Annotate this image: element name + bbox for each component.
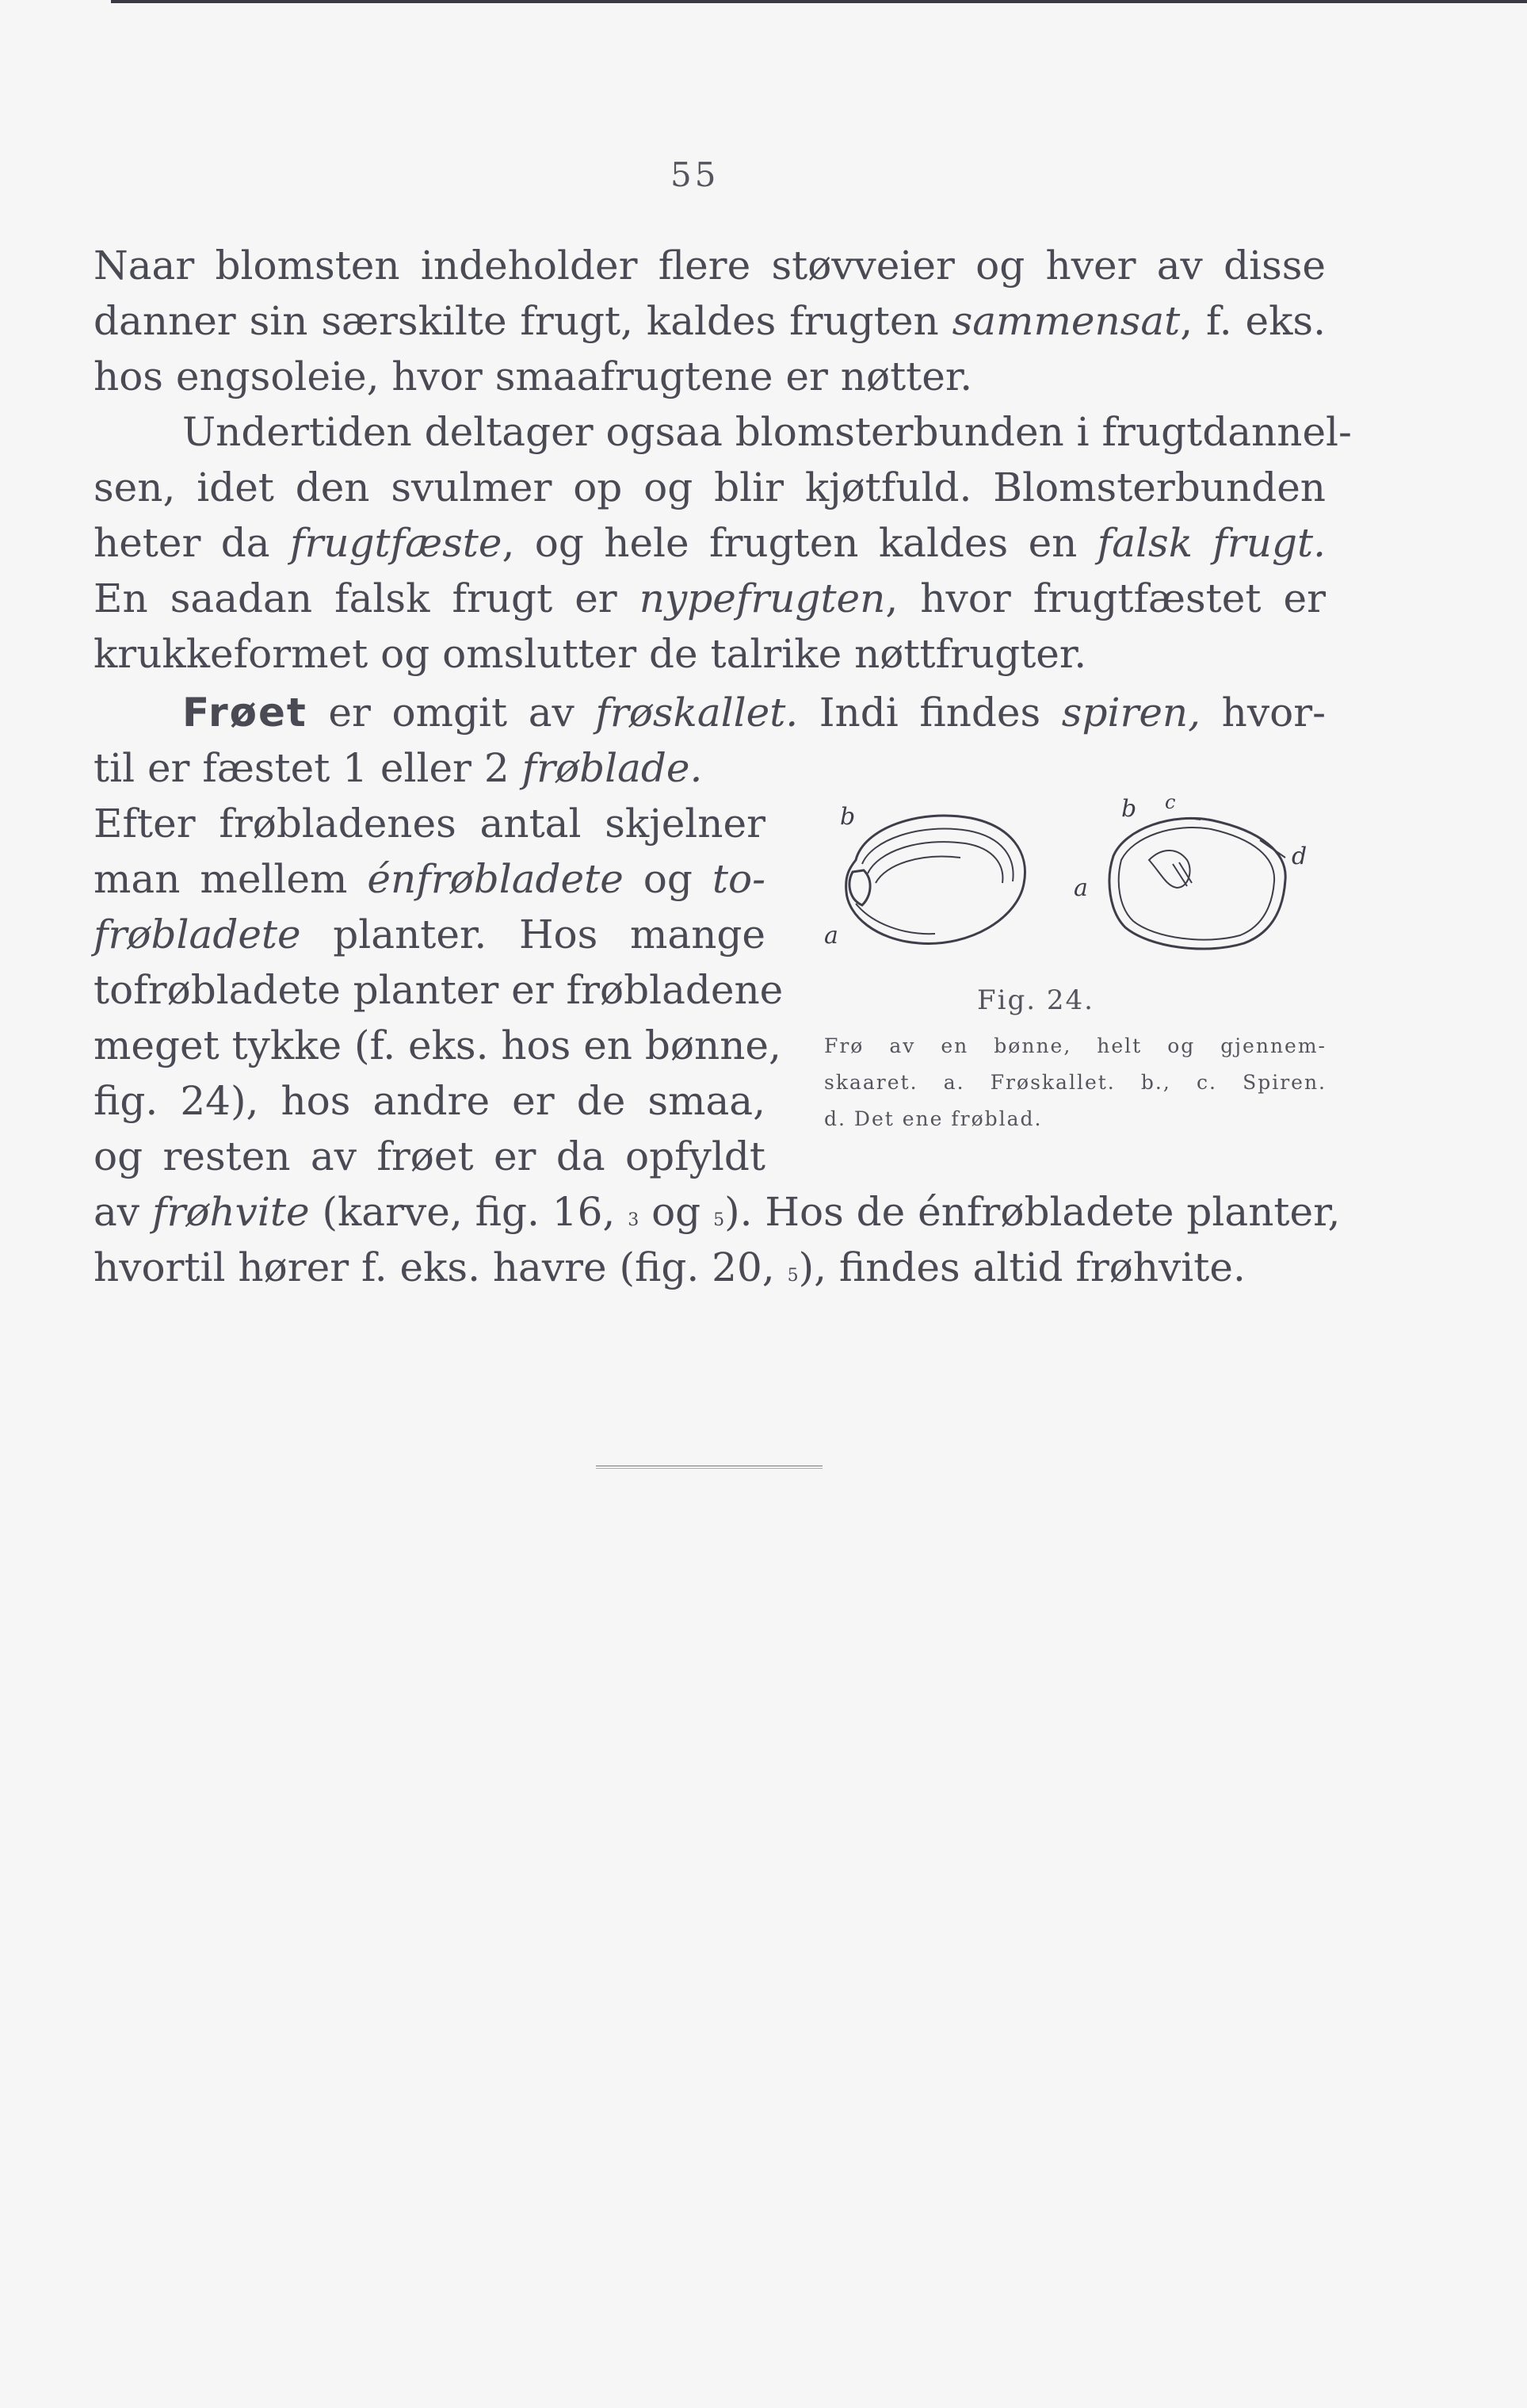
paragraph-2-line-3 [94,515,1326,571]
label-b-right: b [1121,795,1137,823]
text-span: er omgit av [307,690,596,736]
paragraph-3-line-3 [94,796,765,851]
paragraph-3-line-7 [94,1018,781,1073]
whole-bean-illustration [846,816,1025,943]
text-span: krukkeformet og omslutter de talrike nøttfrugter. [94,631,1087,677]
paragraph-1-line-3 [94,349,1326,404]
figure-title: Fig. 24. [977,984,1094,1016]
text-span: planter. Hos mange [300,912,765,957]
label-c-right: c [1165,791,1176,813]
text-span: og [639,1189,714,1235]
bean-hilum [849,870,870,905]
cut-bean-outline [1109,818,1285,949]
cotyledon-outline [1119,828,1274,940]
text-span: Naar blomsten indeholder flere støvveier og hver av disse [94,243,1326,289]
cut-bean-illustration [1109,818,1285,949]
figure-caption-line-2: skaaret. a. Frøskallet. b., c. Spiren. [824,1071,1327,1094]
figure-caption-line-1: Frø av en bønne, helt og gjennem- [824,1034,1327,1057]
end-of-text-rule [596,1466,823,1469]
text-span: man mellem [94,856,368,902]
paragraph-1-line-2 [94,293,1326,349]
text-span: , og hele frugten kaldes en [502,520,1098,566]
text-span: meget tykke (f. eks. hos en bønne, [94,1022,781,1068]
italic-term: énfrøbladete [367,856,624,902]
text-span: , f. eks. [1180,298,1326,344]
italic-term: frøbladete [94,912,301,957]
text-span: av [94,1189,152,1235]
italic-term: spiren, [1061,690,1201,736]
top-border-rule [111,0,1527,3]
label-b-left: b [840,803,856,831]
paragraph-2-line-2 [94,460,1326,515]
italic-term: frøskallet. [595,690,799,736]
italic-term: to- [712,856,765,902]
paragraph-2-line-4 [94,571,1326,626]
bean-hatching [876,857,960,883]
text-span: danner sin særskilte frugt, kaldes frugten [94,298,952,344]
bean-outline [846,816,1025,943]
bean-hatching [856,904,935,934]
text-span: Indi findes [798,690,1062,736]
bean-hatching [868,842,1002,883]
text-span: hvor- [1201,690,1326,736]
label-a-left: a [824,922,838,950]
paragraph-3-line-10 [94,1184,1341,1248]
italic-term: falsk frugt. [1097,520,1326,566]
text-span: hvortil hører f. eks. havre (fig. 20, [94,1244,788,1290]
text-span: Efter frøbladenes antal skjelner [94,801,765,847]
figure-caption-line-3: d. Det ene frøblad. [824,1107,1043,1130]
text-span: ), findes altid frøhvite. [798,1244,1246,1290]
paragraph-3-line-9 [94,1129,765,1184]
paragraph-3-line-5 [94,907,765,962]
bean-seed-figure [800,785,1347,991]
page-number: 55 [670,155,720,194]
text-span: ). Hos de énfrøbladete planter, [724,1189,1341,1235]
paragraph-2-line-1 [182,404,1352,460]
paragraph-2-line-5 [94,626,1326,682]
italic-term: frøblade. [521,745,703,791]
text-span: sen, idet den svulmer op og blir kjøtfuld. Blomsterbunden [94,464,1326,510]
text-span: (karve, fig. 16, [309,1189,628,1235]
italic-term: sammensat [952,298,1181,344]
paragraph-3-line-1 [182,685,1326,740]
italic-term: nypefrugten [639,575,886,621]
text-span: , hvor frugtfæstet er [885,575,1326,621]
text-span: til er fæstet 1 eller 2 [94,745,522,791]
label-a-right: a [1074,874,1088,902]
text-span: hos engsoleie, hvor smaafrugtene er nøtter. [94,354,973,399]
paragraph-3-line-8 [94,1073,765,1129]
italic-term: frugtfæste [289,520,502,566]
paragraph-3-line-6 [94,962,784,1018]
italic-term: frøhvite [151,1189,310,1235]
text-span: fig. 24), hos andre er de smaa, [94,1078,765,1124]
label-d-right: d [1292,843,1307,870]
paragraph-3-line-4 [94,851,765,907]
paragraph-3-line-2 [94,740,765,796]
text-span: Undertiden deltager ogsaa blomsterbunden i frugtdannel- [182,409,1352,455]
paragraph-3-line-11 [94,1240,1326,1304]
text-span: En saadan falsk frugt er [94,575,639,621]
small-index: 5 [787,1266,799,1286]
paragraph-1-line-1 [94,238,1326,293]
text-span: heter da [94,520,290,566]
bold-term: Frøet [182,690,307,736]
text-span: og resten av frøet er da opfyldt [94,1133,765,1179]
text-span: tofrøbladete planter er frøbladene [94,967,784,1013]
text-span: og [623,856,712,902]
small-index: 5 [713,1210,725,1230]
small-index: 3 [628,1210,639,1230]
